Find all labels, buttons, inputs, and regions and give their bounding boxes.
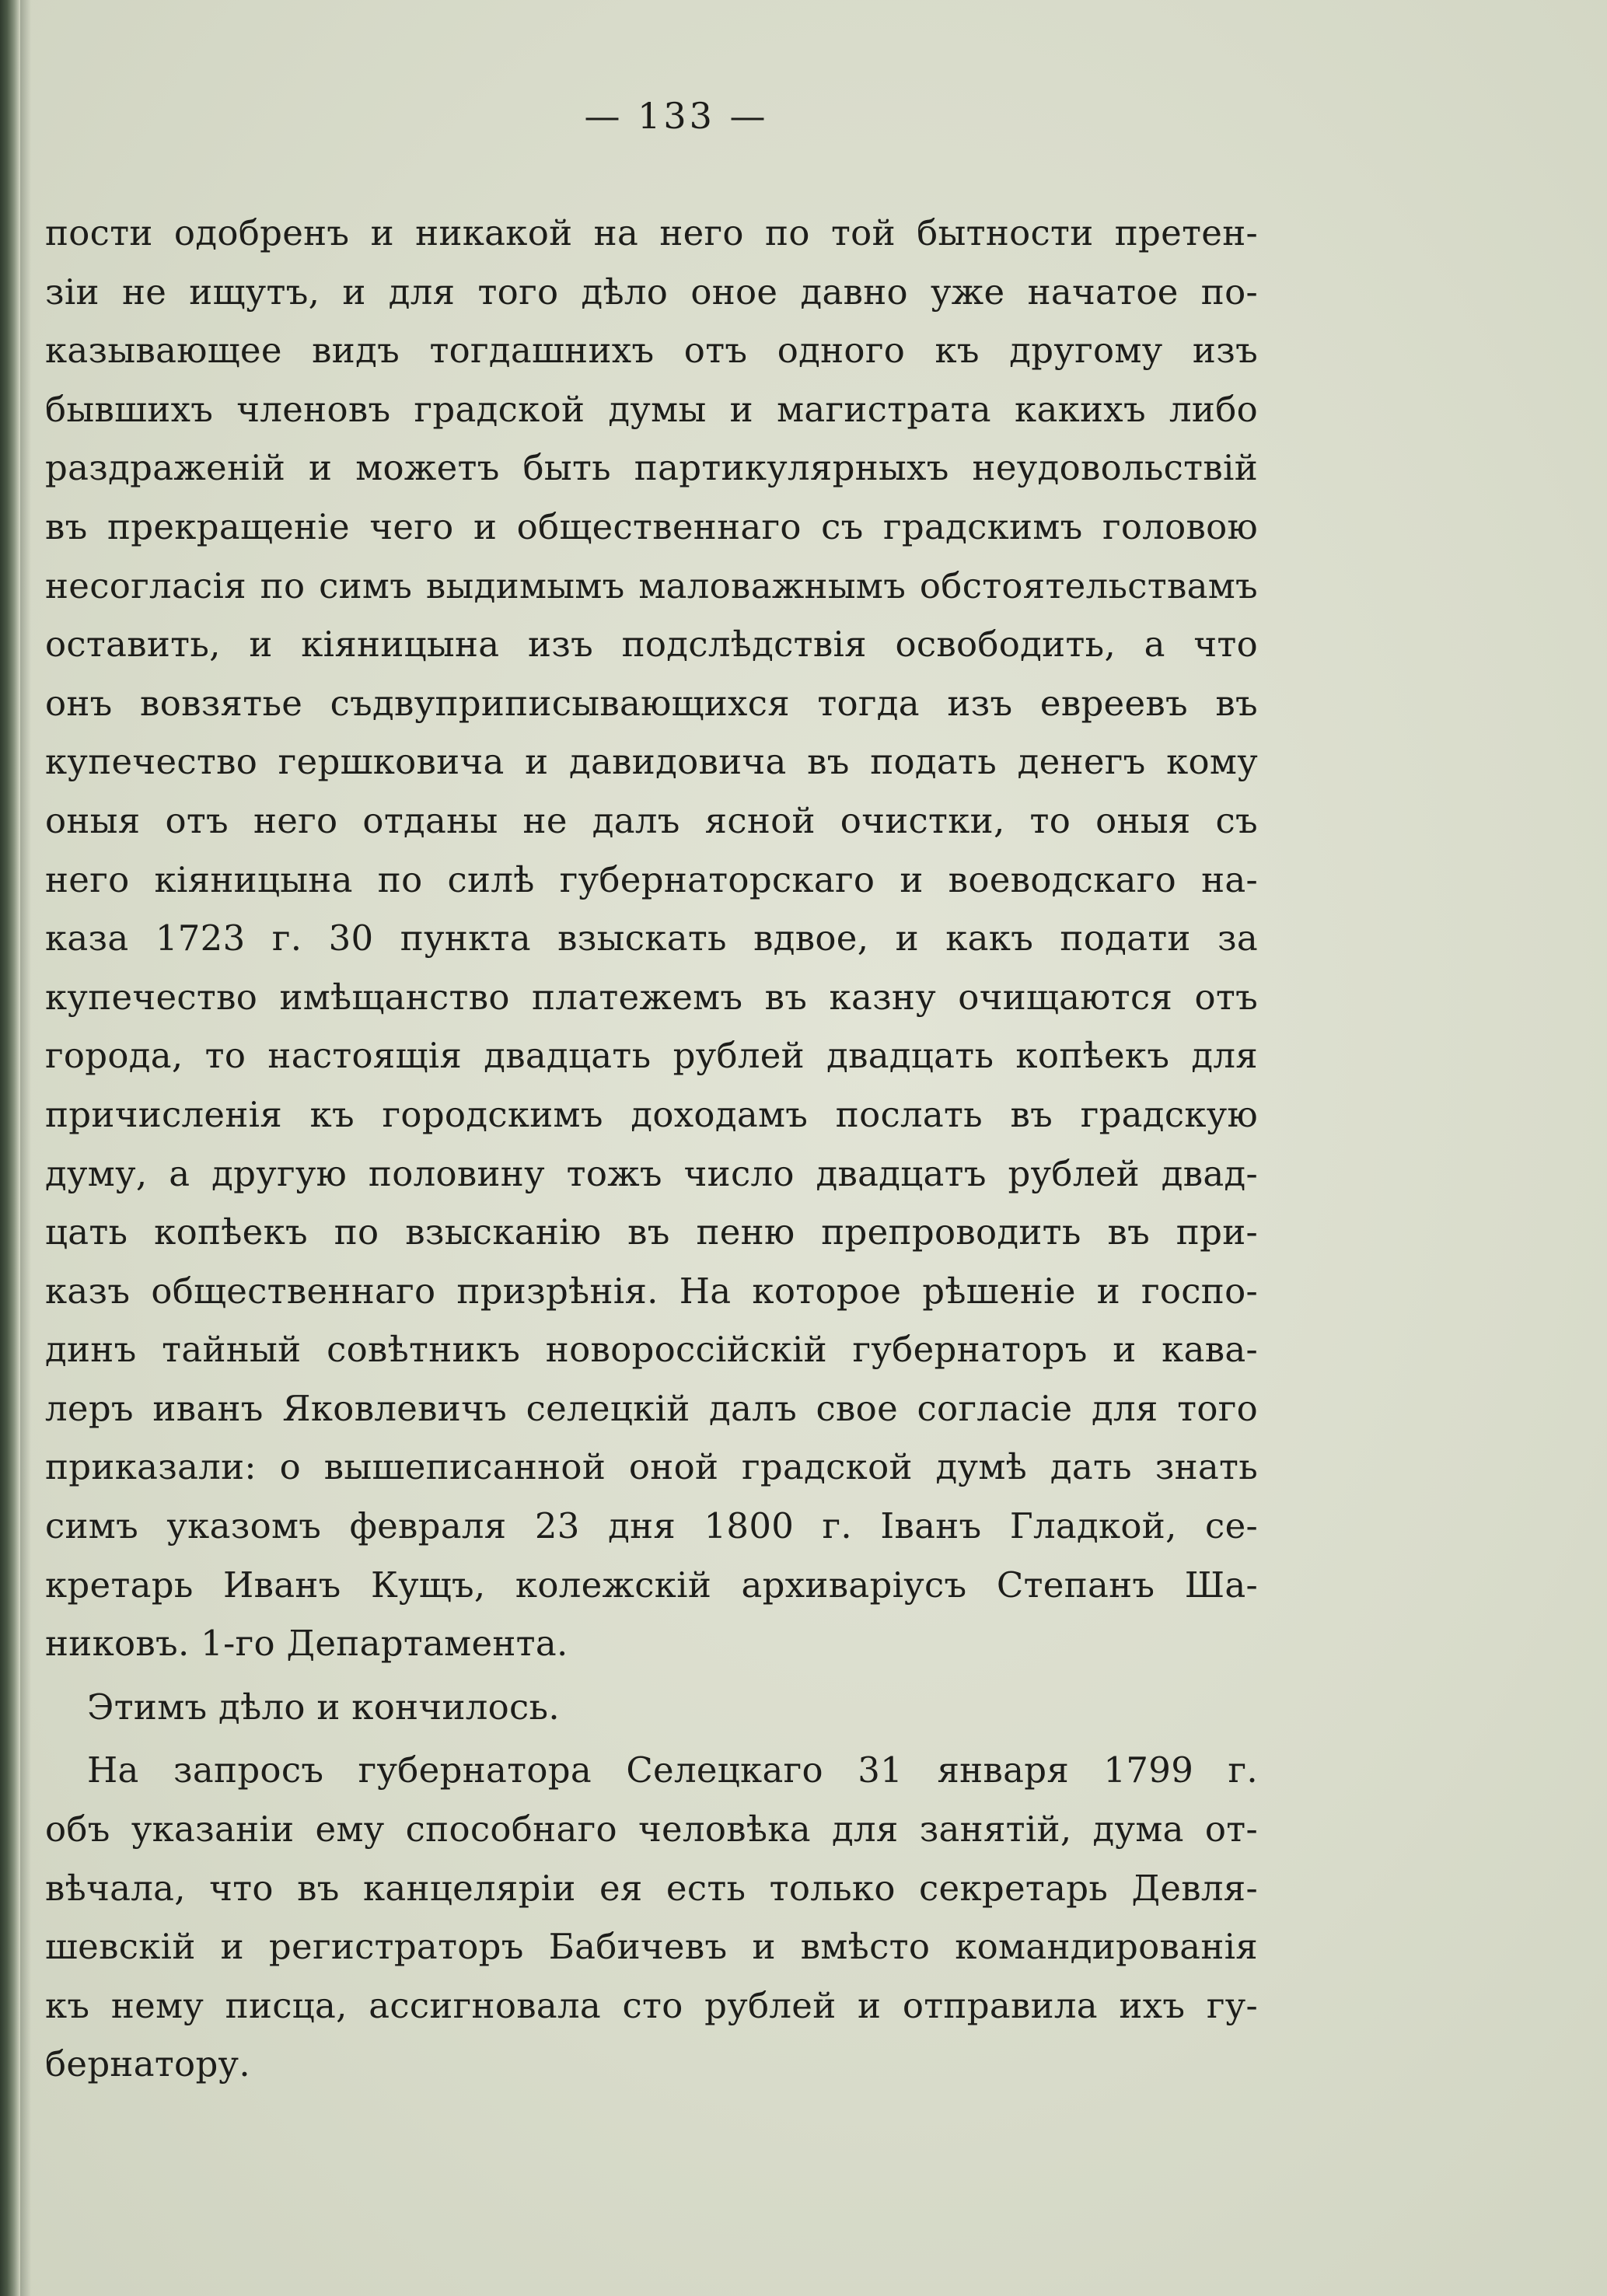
text-line: кретарь Иванъ Кущъ, колежскій архиваріусъ Степанъ Ша-	[45, 1564, 1258, 1606]
text-line: вѣчала, что въ канцеляріи ея есть только секретарь Девля-	[45, 1867, 1258, 1909]
text-line: купечество имѣщанство платежемъ въ казну очищаются отъ	[45, 976, 1258, 1018]
text-line: леръ иванъ Яковлевичъ селецкій далъ свое согласіе для того	[45, 1387, 1258, 1429]
book-spine-gradient	[20, 0, 31, 2296]
body-text	[45, 204, 1258, 2094]
text-line: каза 1723 г. 30 пункта взыскать вдвое, и какъ подати за	[45, 917, 1258, 959]
text-line: зіи не ищутъ, и для того дѣло оное давно уже начатое по-	[45, 271, 1258, 313]
text-line: оныя отъ него отданы не далъ ясной очистки, то оныя съ	[45, 799, 1258, 841]
text-line: шевскій и регистраторъ Бабичевъ и вмѣсто командированія	[45, 1926, 1258, 1968]
text-line: къ нему писца, ассигновала сто рублей и отправила ихъ гу-	[45, 1984, 1258, 2026]
page-number: — 133 —	[584, 95, 769, 137]
text-line: бывшихъ членовъ градской думы и магистрата какихъ либо	[45, 388, 1258, 430]
text-line: въ прекращеніе чего и общественнаго съ градскимъ головою	[45, 505, 1258, 547]
text-line: симъ указомъ февраля 23 дня 1800 г. Іванъ Гладкой, се-	[45, 1505, 1258, 1547]
text-line: цать копѣекъ по взысканію въ пеню препроводить въ при-	[45, 1211, 1258, 1253]
book-spine-shadow	[0, 0, 20, 2296]
text-line: несогласія по симъ выдимымъ маловажнымъ обстоятельствамъ	[45, 564, 1258, 606]
text-line: пости одобренъ и никакой на него по той бытности претен-	[45, 212, 1258, 253]
paragraph-line: Этимъ дѣло и кончилось.	[87, 1686, 560, 1728]
text-line: причисленія къ городскимъ доходамъ послать въ градскую	[45, 1093, 1258, 1135]
text-line: казъ общественнаго призрѣнія. На которое рѣшеніе и госпо-	[45, 1270, 1258, 1312]
text-line: динъ тайный совѣтникъ новороссійскій губернаторъ и кава-	[45, 1329, 1258, 1371]
paragraph-end-line: никовъ. 1-го Департамента.	[45, 1623, 568, 1665]
text-line: купечество гершковича и давидовича въ подать денегъ кому	[45, 741, 1258, 783]
text-line: оставить, и кіяницына изъ подслѣдствія освободить, а что	[45, 624, 1258, 666]
text-line: думу, а другую половину тожъ число двадцатъ рублей двад-	[45, 1152, 1258, 1194]
text-line: онъ вовзятье съдвуприписывающихся тогда изъ евреевъ въ	[45, 682, 1258, 724]
paragraph-first-line: На запросъ губернатора Селецкаго 31 января 1799 г.	[87, 1749, 1258, 1791]
text-line: него кіяницына по силѣ губернаторскаго и воеводскаго на-	[45, 858, 1258, 900]
paragraph-end-line: бернатору.	[45, 2043, 250, 2085]
text-line: объ указаніи ему способнаго человѣка для занятій, дума от-	[45, 1808, 1258, 1850]
text-line: приказали: о вышеписанной оной градской думѣ дать знать	[45, 1446, 1258, 1488]
text-line: казывающее видъ тогдашнихъ отъ одного къ другому изъ	[45, 330, 1258, 372]
text-line: города, то настоящія двадцать рублей двадцать копѣекъ для	[45, 1035, 1258, 1077]
text-line: раздраженій и можетъ быть партикулярныхъ неудовольствій	[45, 447, 1258, 489]
